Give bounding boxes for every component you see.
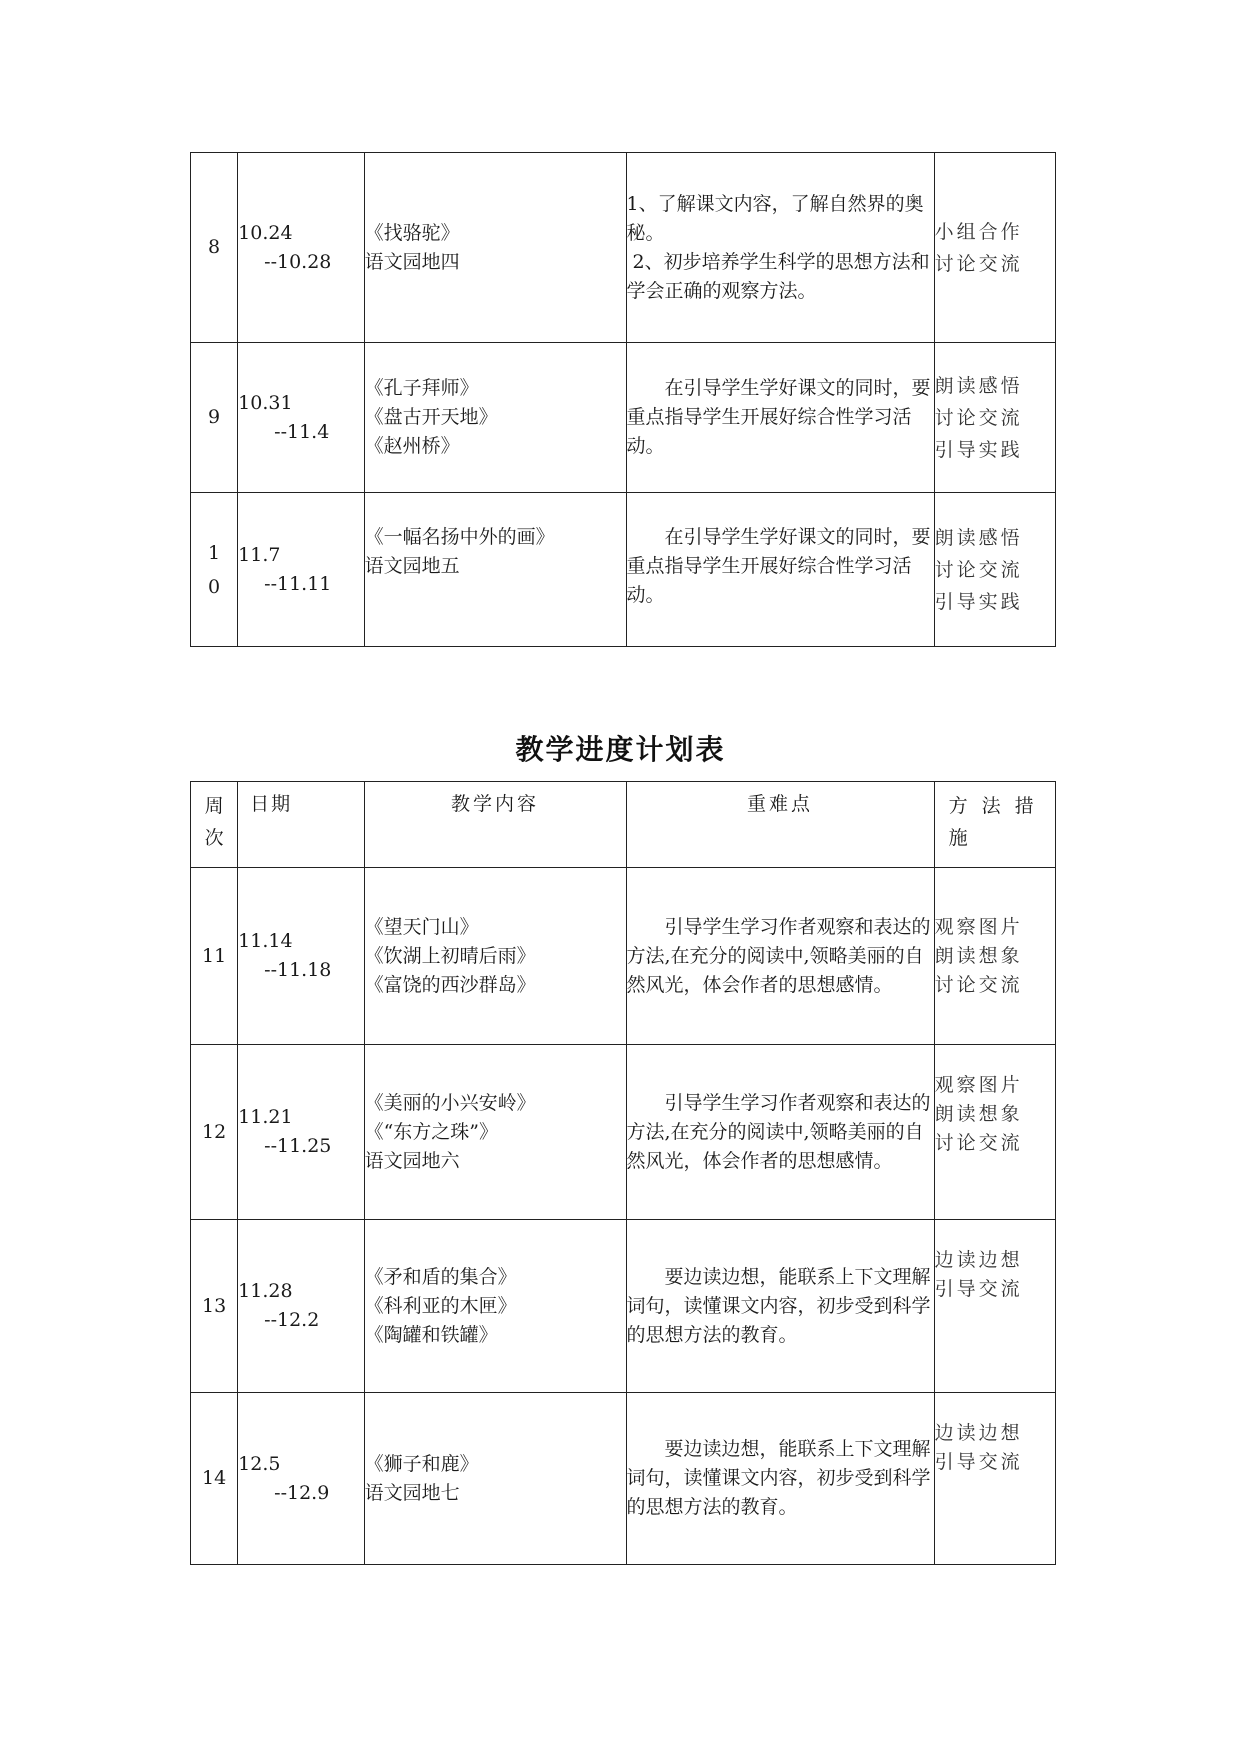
method-item: 引导交流: [934, 1451, 1023, 1473]
method-item: 朗读感悟: [934, 374, 1023, 397]
date-cell: [238, 1393, 364, 1565]
method-item: 引导实践: [934, 590, 1023, 613]
table-row: [191, 343, 1056, 493]
key-point: 在引导学生学好课文的同时，要重点指导学生开展好综合性学习活动。: [626, 377, 931, 457]
method-item: 讨论交流: [934, 558, 1023, 581]
content-cell: [364, 153, 626, 343]
content-cell: [364, 1220, 626, 1393]
key-point: 引导学生学习作者观察和表达的方法,在充分的阅读中,领略美丽的自然风光，体会作者的思想感情。: [626, 1091, 931, 1172]
lesson-title: 《孔子拜师》: [364, 377, 479, 399]
lesson-title: 《矛和盾的集合》: [364, 1265, 517, 1288]
date-start: 11.7: [238, 543, 281, 566]
teaching-schedule-table: [190, 781, 1056, 1565]
lesson-title: 语文园地四: [364, 250, 460, 273]
key-point: 1、了解课文内容，了解自然界的奥秘。: [626, 192, 924, 244]
key-point: 在引导学生学好课文的同时，要重点指导学生开展好综合性学习活动。: [626, 526, 931, 606]
lesson-title: 《“东方之珠”》: [364, 1120, 499, 1143]
lesson-title: 语文园地五: [364, 555, 460, 577]
lesson-title: 《赵州桥》: [364, 435, 460, 457]
date-start: 11.14: [238, 930, 293, 952]
schedule-table-continued: [190, 152, 1056, 647]
lesson-title: 《找骆驼》: [364, 221, 460, 244]
date-end: --10.28: [264, 250, 332, 273]
lesson-title: 《一幅名扬中外的画》: [364, 526, 555, 548]
week-cell: 13: [191, 1220, 238, 1393]
method-item: 讨论交流: [934, 973, 1023, 996]
header-content: 教学内容: [364, 782, 626, 868]
date-cell: [238, 493, 364, 647]
lesson-title: 《富饶的西沙群岛》: [364, 973, 536, 996]
date-start: 11.21: [238, 1106, 293, 1128]
method-item: 引导交流: [934, 1278, 1023, 1300]
method-item: 讨论交流: [934, 1132, 1023, 1154]
lesson-title: 《盘古开天地》: [364, 406, 498, 428]
lesson-title: 语文园地七: [364, 1481, 460, 1504]
method-item: 边读边想: [934, 1249, 1023, 1271]
content-cell: [364, 868, 626, 1045]
week-cell: 11: [191, 868, 238, 1045]
key-point: 要边读边想，能联系上下文理解词句，读懂课文内容，初步受到科学的思想方法的教育。: [626, 1438, 931, 1518]
lesson-title: 《美丽的小兴安岭》: [364, 1091, 536, 1114]
method-item: 小组合作: [934, 220, 1023, 243]
table-row: [191, 1045, 1056, 1220]
lesson-title: 语文园地六: [364, 1149, 460, 1172]
method-item: 讨论交流: [934, 252, 1023, 275]
header-date: 日期: [238, 782, 364, 868]
method-cell: [934, 493, 1055, 647]
date-cell: [238, 1220, 364, 1393]
method-item: 讨论交流: [934, 406, 1023, 429]
lesson-title: 《饮湖上初晴后雨》: [364, 944, 536, 967]
table-row: [191, 868, 1056, 1045]
week-cell: 1 0: [191, 493, 238, 647]
week-cell: 14: [191, 1393, 238, 1565]
table-header-row: [191, 782, 1056, 868]
method-cell: [934, 868, 1055, 1045]
date-end: --11.18: [264, 959, 332, 981]
date-cell: [238, 1045, 364, 1220]
method-item: 观察图片: [934, 915, 1023, 938]
lesson-title: 《狮子和鹿》: [364, 1452, 479, 1475]
key-points-cell: [626, 343, 934, 493]
header-method: 方 法 措 施: [934, 782, 1055, 868]
date-end: --12.2: [264, 1309, 320, 1331]
table-row: [191, 493, 1056, 647]
key-points-cell: [626, 153, 934, 343]
method-item: 朗读想象: [934, 944, 1023, 967]
date-cell: [238, 343, 364, 493]
key-points-cell: [626, 493, 934, 647]
date-end: --11.11: [264, 572, 332, 595]
date-start: 11.28: [238, 1280, 293, 1302]
table-row: [191, 153, 1056, 343]
method-item: 边读边想: [934, 1422, 1023, 1444]
key-points-cell: [626, 1045, 934, 1220]
content-cell: [364, 1045, 626, 1220]
header-key-points: 重难点: [626, 782, 934, 868]
date-start: 10.24: [238, 221, 293, 244]
date-end: --12.9: [274, 1481, 330, 1504]
method-cell: [934, 1393, 1055, 1565]
key-points-cell: [626, 1220, 934, 1393]
date-cell: [238, 153, 364, 343]
method-item: 引导实践: [934, 438, 1023, 461]
page-title: 教学进度计划表: [515, 733, 726, 766]
content-cell: [364, 343, 626, 493]
lesson-title: 《望天门山》: [364, 915, 479, 938]
week-cell: 12: [191, 1045, 238, 1220]
key-points-cell: [626, 1393, 934, 1565]
key-points-cell: [626, 868, 934, 1045]
method-item: 朗读想象: [934, 1103, 1023, 1125]
content-cell: [364, 493, 626, 647]
header-week: 周 次: [191, 782, 238, 868]
method-cell: [934, 343, 1055, 493]
lesson-title: 《科利亚的木匣》: [364, 1294, 517, 1317]
content-cell: [364, 1393, 626, 1565]
table-row: [191, 1393, 1056, 1565]
lesson-title: 《陶罐和铁罐》: [364, 1323, 498, 1346]
week-cell: 8: [191, 153, 238, 343]
method-cell: [934, 1045, 1055, 1220]
method-cell: [934, 153, 1055, 343]
key-point: 2、初步培养学生科学的思想方法和学会正确的观察方法。: [626, 250, 930, 302]
date-cell: [238, 868, 364, 1045]
key-point: 要边读边想，能联系上下文理解词句，读懂课文内容，初步受到科学的思想方法的教育。: [626, 1265, 931, 1346]
table-row: [191, 1220, 1056, 1393]
method-item: 朗读感悟: [934, 526, 1023, 549]
key-point: 引导学生学习作者观察和表达的方法,在充分的阅读中,领略美丽的自然风光，体会作者的思想感情。: [626, 915, 931, 996]
date-end: --11.4: [274, 420, 330, 443]
date-end: --11.25: [264, 1135, 332, 1157]
week-cell: 9: [191, 343, 238, 493]
date-start: 12.5: [238, 1452, 281, 1475]
method-item: 观察图片: [934, 1074, 1023, 1096]
date-start: 10.31: [238, 391, 293, 414]
method-cell: [934, 1220, 1055, 1393]
